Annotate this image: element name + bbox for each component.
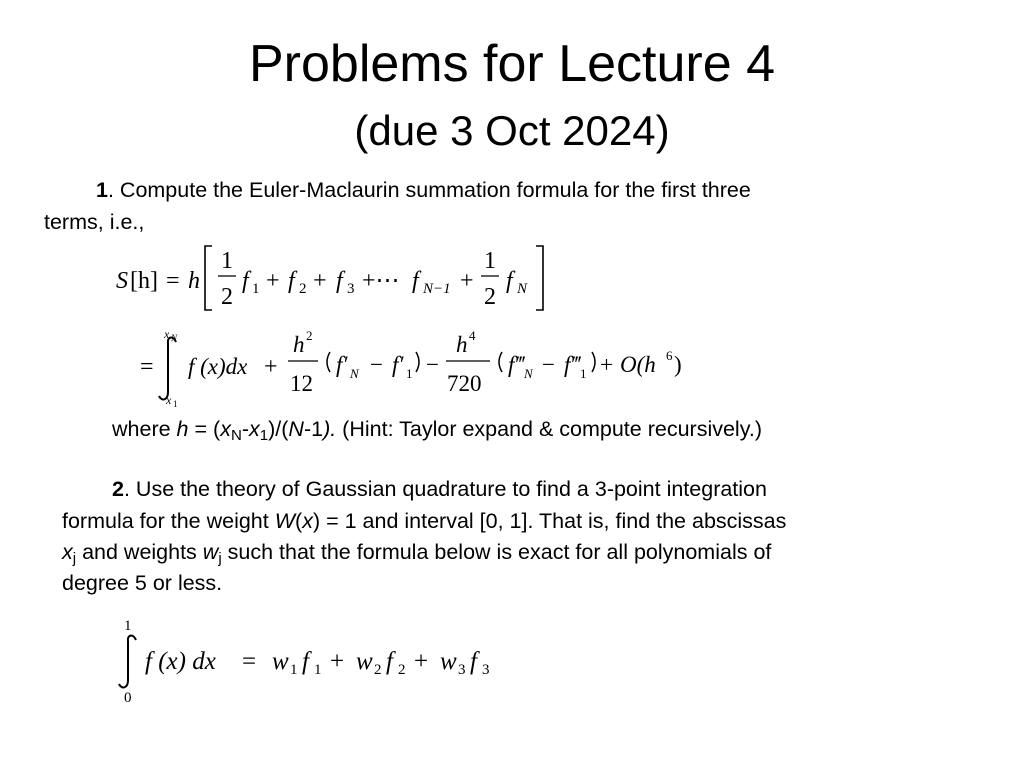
- close-period: ).: [323, 417, 337, 441]
- symbol-f: f: [336, 268, 343, 294]
- subscript-2: 2: [374, 662, 382, 678]
- right-paren: [416, 352, 419, 372]
- subscript-1: 1: [259, 427, 269, 444]
- problem2-line2: [62, 506, 786, 536]
- fraction-denominator: 2: [221, 284, 233, 310]
- problem1-line2: terms, i.e.,: [44, 210, 145, 234]
- n-symbol: N: [288, 417, 304, 441]
- minus-sign: −: [542, 352, 555, 377]
- right-bracket: [536, 246, 543, 310]
- integral-upper-x: x: [164, 327, 170, 341]
- plus-sign: +: [313, 268, 327, 294]
- subscript-1: 1: [580, 366, 587, 381]
- problem2-line3: [62, 537, 771, 567]
- fraction-numerator: 1: [484, 248, 496, 274]
- integrand: f (x)dx: [188, 354, 248, 379]
- problem1-line1-text: . Compute the Euler-Maclaurin summation formula for the first three: [107, 178, 751, 202]
- subscript-n-minus-1: N−1: [423, 281, 451, 297]
- symbol-w: w: [356, 648, 373, 675]
- plus-sign: +: [414, 648, 429, 675]
- equals-sign: =: [166, 268, 180, 294]
- symbol-s: S: [116, 268, 128, 294]
- subscript-3: 3: [458, 662, 466, 678]
- symbol-f: f: [506, 268, 513, 294]
- symbol-h-bracket: [h]: [130, 268, 158, 294]
- subscript-3: 3: [347, 281, 355, 297]
- euler-maclaurin-formula-row1: [100, 238, 570, 318]
- integral-lower-sub: 1: [173, 399, 178, 409]
- plus-sign: +: [330, 648, 345, 675]
- symbol-f: f: [288, 268, 295, 294]
- subscript-1: 1: [290, 662, 298, 678]
- power-4: 4: [469, 328, 476, 343]
- integral-sign: [119, 636, 136, 688]
- subscript-3: 3: [482, 662, 490, 678]
- problem2-line1-text: . Use the theory of Gaussian quadrature to find a 3-point integration: [123, 477, 767, 501]
- power-2: 2: [306, 328, 313, 343]
- symbol-w: w: [272, 648, 289, 675]
- problem2-line3-text: and weights: [76, 540, 203, 564]
- problem1-number: 1: [96, 178, 108, 202]
- subscript-n: N: [350, 366, 359, 381]
- big-o-term: O(h: [620, 352, 656, 377]
- x-symbol: x: [220, 417, 231, 441]
- problem2-line1: [112, 474, 767, 504]
- minus-sign: −: [426, 352, 439, 377]
- symbol-h: h: [456, 332, 468, 357]
- problem1-line1: [96, 175, 751, 205]
- integral-lower-x: x: [166, 393, 172, 407]
- page-subtitle: (due 3 Oct 2024): [354, 107, 670, 154]
- symbol-f: f: [302, 648, 309, 675]
- euler-maclaurin-formula-row2: [130, 326, 710, 410]
- subscript-n: N: [517, 281, 528, 297]
- f-prime: f′: [392, 352, 404, 377]
- subscript-2: 2: [299, 281, 307, 297]
- left-paren: [327, 352, 330, 372]
- plus-sign: +: [264, 354, 278, 380]
- fraction-numerator: 1: [221, 248, 233, 274]
- integral-upper-limit: 1: [124, 618, 132, 634]
- problem1-where-line: [112, 414, 762, 444]
- subscript-1: 1: [252, 281, 260, 297]
- eq-open: = (: [188, 417, 221, 441]
- integral-lower-limit: 0: [124, 690, 132, 706]
- problem2-line3-rest: such that the formula below is exact for all polynomials of: [221, 540, 772, 564]
- subscript-n: N: [524, 366, 533, 381]
- w-symbol: W: [274, 509, 296, 533]
- plus-sign: +: [460, 268, 474, 294]
- integral-sign: [159, 338, 176, 400]
- minus-sign: −: [370, 352, 383, 377]
- symbol-h: h: [293, 332, 305, 357]
- symbol-f: f: [470, 648, 477, 675]
- denominator-720: 720: [447, 371, 482, 396]
- symbol-w: w: [440, 648, 457, 675]
- h-symbol: h: [176, 417, 189, 441]
- problem2-line2-text: formula for the weight: [62, 509, 275, 533]
- subscript-n: N: [230, 427, 242, 444]
- subscript-1: 1: [406, 366, 413, 381]
- paren-open: (: [295, 509, 303, 533]
- minus-one: -1: [303, 417, 324, 441]
- subscript-j: j: [72, 550, 77, 567]
- problem2-line4: degree 5 or less.: [62, 571, 223, 595]
- symbol-f: f: [242, 268, 249, 294]
- integrand: f (x) dx: [145, 648, 216, 675]
- ellipsis: +⋯: [362, 268, 400, 294]
- x-symbol: x: [62, 540, 73, 564]
- f-prime: f′: [336, 352, 348, 377]
- equals-sign: =: [140, 354, 154, 380]
- subscript-2: 2: [398, 662, 406, 678]
- x-symbol: x: [302, 509, 313, 533]
- f-triple-prime: f‴: [564, 352, 581, 377]
- right-paren: [592, 352, 595, 372]
- x-symbol: x: [248, 417, 260, 441]
- equals-sign: =: [242, 648, 257, 675]
- where-word: where: [112, 417, 177, 441]
- fraction-denominator: 2: [484, 284, 496, 310]
- subscript-1: 1: [314, 662, 322, 678]
- problem2-number: 2: [112, 477, 124, 501]
- plus-sign: +: [600, 352, 613, 377]
- w-symbol: w: [202, 540, 219, 564]
- subscript-j: j: [218, 550, 222, 567]
- f-triple-prime: f‴: [508, 352, 525, 377]
- integral-upper-sub: N: [171, 333, 178, 343]
- symbol-f: f: [412, 268, 419, 294]
- close-div-open: )/(: [268, 417, 289, 441]
- page-title: Problems for Lecture 4: [248, 35, 776, 93]
- left-bracket: [205, 246, 212, 310]
- denominator-12: 12: [290, 371, 313, 396]
- plus-sign: +: [266, 268, 280, 294]
- symbol-h: h: [188, 268, 200, 294]
- dash: -: [241, 417, 249, 441]
- hint-text: (Hint: Taylor expand & compute recursively.): [336, 417, 762, 441]
- symbol-f: f: [386, 648, 393, 675]
- close-paren: ): [674, 352, 682, 377]
- gaussian-quadrature-formula: [112, 614, 532, 706]
- power-6: 6: [666, 348, 673, 363]
- left-paren: [499, 352, 502, 372]
- problem2-line2-rest: ) = 1 and interval [0, 1]. That is, find the abscissas: [312, 509, 787, 533]
